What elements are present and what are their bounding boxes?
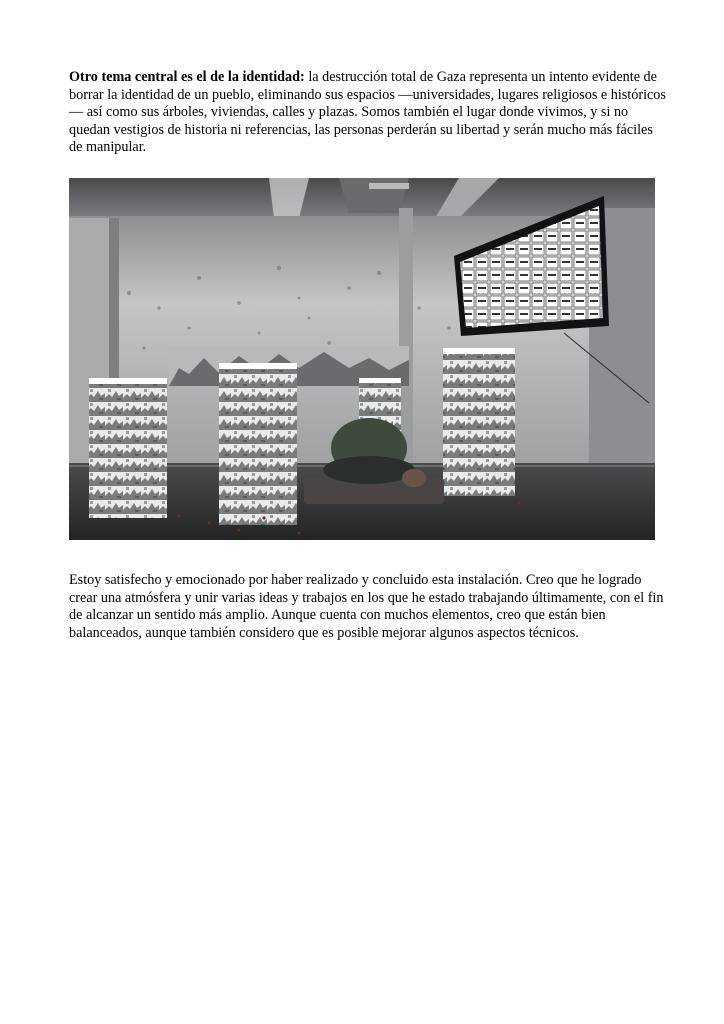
paragraph-identity [69,69,669,157]
paragraph-lead-bold: Otro tema central es el de la identidad: [69,69,305,85]
paragraph-body: la destrucción total de Gaza representa un intento evidente de borrar la identidad de un pueblo, eliminando sus espacios —universidades, lugares religiosos e históricos— así como sus árboles, viviendas, calles y plazas. Somos también el lugar donde vivimos, y si no quedan vestigios de historia ni referencias, las personas perderán su libertad y serán mucho más fáciles de manipular. [69,69,666,156]
installation-photo-illustration [69,178,655,540]
paragraph-reflection: Estoy satisfecho y emocionado por haber realizado y concluido esta instalación. Creo que he logrado crear una atmósfera y unir varias ideas y trabajos en los que he estado trabajando últimamente, con el fin de alcanzar un sentido más amplio. Aunque cuenta con muchos elementos, creo que están bien balanceados, aunque también considero que es posible mejorar algunos aspectos técnicos. [69,572,664,641]
installation-photo [69,178,655,540]
